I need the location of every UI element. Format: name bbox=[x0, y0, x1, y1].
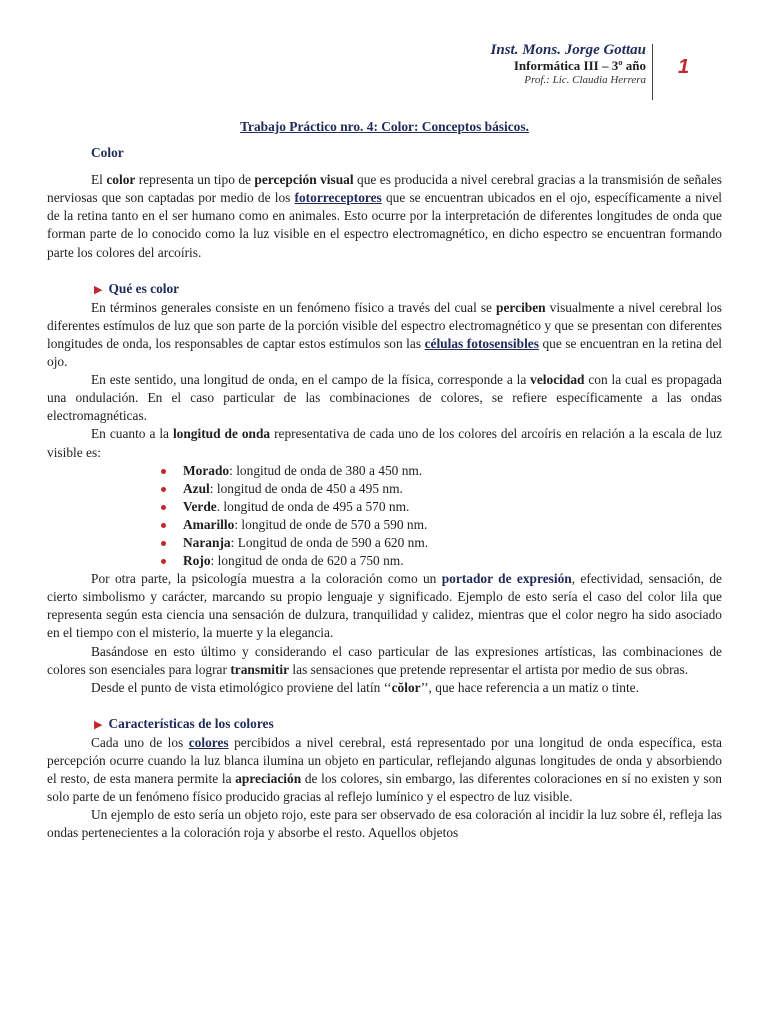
text-run: con la cual es propagada una ondulación. En el caso particular de las combinaciones de colores, se refiere específicamente a las ondas electromagnéticas. bbox=[47, 372, 722, 424]
section-heading-que-es-color bbox=[94, 280, 722, 299]
text-run: Desde el punto de vista etimológico proviene del latín bbox=[91, 679, 384, 695]
list-item-text: longitud de onda de 380 a 450 nm. bbox=[236, 462, 423, 478]
separator: : bbox=[229, 462, 237, 478]
intro-paragraph bbox=[47, 171, 722, 261]
section-heading-text: Características de los colores bbox=[108, 715, 274, 731]
bold-term: color bbox=[106, 172, 136, 188]
section-heading-text: Qué es color bbox=[108, 280, 180, 296]
list-item bbox=[159, 498, 722, 516]
triangle-right-icon: ▶ bbox=[94, 283, 103, 296]
quote-mark: ’’ bbox=[420, 679, 429, 695]
bold-term: velocidad bbox=[530, 372, 585, 388]
bold-term: transmitir bbox=[230, 661, 290, 677]
list-item bbox=[159, 534, 722, 552]
paragraph bbox=[47, 679, 722, 697]
text-run: , que hace referencia a un matiz o tinte. bbox=[428, 679, 639, 695]
separator: : bbox=[209, 480, 217, 496]
bold-term: percepción visual bbox=[254, 172, 354, 188]
list-item bbox=[159, 462, 722, 480]
wavelength-list bbox=[47, 462, 722, 571]
bold-term: longitud de onda bbox=[172, 426, 271, 442]
quote-mark: ‘‘ bbox=[383, 679, 392, 695]
paragraph bbox=[47, 570, 722, 642]
text-run: En términos generales consiste en un fenómeno físico a través del cual se bbox=[91, 299, 497, 315]
bold-term: perciben bbox=[496, 299, 546, 315]
list-item-text: longitud de onda de 450 a 495 nm. bbox=[216, 480, 403, 496]
heading-color: Color bbox=[91, 145, 124, 161]
text-run: El bbox=[91, 172, 107, 188]
text-run: que se encuentran ubicados en el ojo, específicamente a nivel de la retina tanto en el ser humano como en animales. Esto ocurre por la interpretación de diferentes longitudes de onda que forman parte de lo conocido como la luz visible en el espectro electromagnético, en dicho espectro se encuentran formando parte los colores del arcoíris. bbox=[47, 190, 722, 260]
text-run: Un ejemplo de esto sería un objeto rojo, este para ser observado de esa coloración al incidir la luz sobre él, refleja las ondas pertenecientes a la coloración roja y absorbe el resto. Aquellos objetos bbox=[47, 807, 722, 841]
paragraph bbox=[47, 806, 722, 842]
professor-name: Prof.: Lic. Claudia Herrera bbox=[524, 74, 646, 86]
section-heading-caracteristicas bbox=[94, 715, 722, 734]
list-item-text: longitud de onda de 495 a 570 nm. bbox=[223, 498, 410, 514]
separator: . bbox=[216, 498, 224, 514]
text-run: de los colores, sin embargo, las diferentes coloraciones en sí no existen y son solo parte de un fenómeno físico producido gracias al reflejo lumínico y el espectro de luz visible. bbox=[47, 771, 722, 805]
text-run: Cada uno de los bbox=[91, 734, 189, 750]
text-run: las sensaciones que pretende representar el artista por medio de sus obras. bbox=[289, 661, 689, 677]
text-run: , efectividad, sensación, de cierto simbolismo y carácter, marcando su propio lenguaje y significado. Ejemplo de esto sería el caso del color lila que representa según esta ciencia una sensación de dulzura, tranquilidad y calidez, mientras que el color negro ha sido asociado en el tiempo con el misterio, la muerte y la elegancia. bbox=[47, 571, 722, 641]
color-name: Azul bbox=[183, 480, 210, 496]
text-run: que es producida a nivel cerebral gracias a la transmisión de señales nerviosas que son captadas por medio de los bbox=[47, 172, 722, 206]
list-item-text: Longitud de onda de 590 a 620 nm. bbox=[237, 534, 429, 550]
document-body bbox=[47, 118, 722, 842]
list-item bbox=[159, 552, 722, 570]
link-fotorreceptores[interactable]: fotorreceptores bbox=[294, 190, 382, 206]
page-number: 1 bbox=[678, 56, 690, 78]
separator: : bbox=[234, 516, 242, 532]
text-run: percibidos a nivel cerebral, está representado por una longitud de onda específica, esta percepción ocurre cuando la luz blanca ilumina un objeto en particular, reflejando algunas longitudes de onda y absorbiendo el resto, de esta manera permite la bbox=[47, 734, 722, 787]
text-run: En este sentido, una longitud de onda, en el campo de la física, corresponde a la bbox=[91, 372, 531, 388]
list-item bbox=[159, 480, 722, 498]
text-run: representativa de cada uno de los colores del arcoíris en relación a la escala de luz visible es: bbox=[47, 426, 722, 460]
spacer bbox=[47, 262, 722, 280]
paragraph bbox=[47, 299, 722, 371]
paragraph bbox=[47, 734, 722, 806]
triangle-right-icon: ▶ bbox=[94, 718, 103, 731]
page-header bbox=[491, 41, 646, 88]
bold-term: apreciación bbox=[235, 771, 302, 787]
bold-term: cŏlor bbox=[391, 679, 421, 695]
text-run: representa un tipo de bbox=[135, 172, 255, 188]
paragraph bbox=[47, 371, 722, 425]
color-name: Verde bbox=[183, 498, 217, 514]
text-run: visualmente a nivel cerebral los diferentes estímulos de luz que son parte de la porción visible del espectro electromagnético y que se presentan con diferentes longitudes de onda, los responsables de captar estos estímulos son las bbox=[47, 299, 722, 351]
link-celulas-fotosensibles[interactable]: células fotosensibles bbox=[424, 335, 539, 351]
paragraph bbox=[47, 425, 722, 461]
spacer bbox=[47, 697, 722, 715]
text-run: Por otra parte, la psicología muestra a la coloración como un bbox=[91, 571, 442, 587]
link-colores[interactable]: colores bbox=[188, 734, 229, 750]
separator: : bbox=[210, 553, 218, 569]
paragraph bbox=[47, 643, 722, 679]
color-name: Amarillo bbox=[183, 516, 235, 532]
color-name: Naranja bbox=[183, 534, 231, 550]
separator: : bbox=[230, 534, 238, 550]
color-name: Rojo bbox=[183, 553, 211, 569]
list-item-text: longitud de onda de 620 a 750 nm. bbox=[217, 553, 404, 569]
school-name: Inst. Mons. Jorge Gottau bbox=[490, 42, 646, 58]
color-name: Morado bbox=[183, 462, 230, 478]
text-run: Basándose en esto último y considerando el caso particular de las expresiones artísticas, las combinaciones de colores son esenciales para lograr bbox=[47, 643, 722, 677]
document-title: Trabajo Práctico nro. 4: Color: Conceptos básicos. bbox=[240, 119, 529, 134]
text-run: que se encuentran en la retina del ojo. bbox=[47, 335, 722, 370]
list-item-text: longitud de onde de 570 a 590 nm. bbox=[241, 516, 428, 532]
list-item bbox=[159, 516, 722, 534]
header-divider bbox=[652, 44, 653, 100]
link-portador-de-expresion[interactable]: portador de expresión bbox=[441, 571, 572, 587]
text-run: En cuanto a la bbox=[91, 426, 173, 442]
subject-name: Informática III – 3º año bbox=[513, 58, 646, 73]
